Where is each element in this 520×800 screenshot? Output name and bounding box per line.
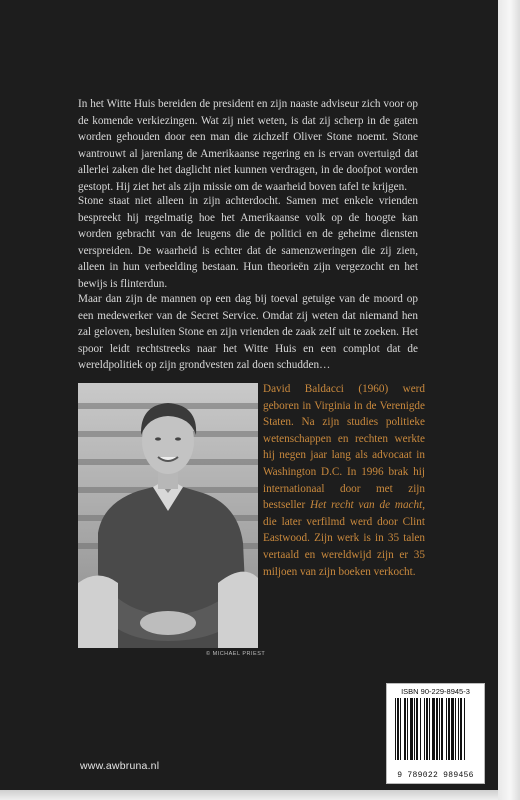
author-bio-text-1: David Baldacci (1960) werd geboren in Virginia in de Verenigde Staten. Na zijn studies politieke wetenschappen en rechten werkte hij negen jaar lang als advocaat in Washington D.C. In 1996 brak hij internationaal door met zijn bestseller (263, 383, 425, 512)
barcode-bar (420, 698, 421, 760)
barcode-bar (455, 698, 456, 760)
author-photo (78, 383, 258, 648)
barcode-bar (448, 698, 450, 760)
isbn-label: ISBN 90-229-8945-3 (401, 687, 470, 696)
barcode-bar (458, 698, 459, 760)
blurb-paragraph-1: In het Witte Huis bereiden de president en zijn naaste adviseur zich voor op de komende verkiezingen. Wat zij niet weten, is dat zij scherp in de gaten worden gehouden door een man die zichzelf Oliver Stone noemt. Stone wantrouwt al jarenlang de Amerikaanse regering en is ervan overtuigd dat allerlei zaken die het daglicht niet kunnen verdragen, in de doofpot worden gestopt. Hij ziet het als zijn missie om de waarheid boven tafel te krijgen. (78, 98, 418, 193)
barcode-bar (410, 698, 413, 760)
barcode-bar (464, 698, 465, 760)
author-bio (263, 381, 425, 580)
ean-digits: 9 789022 989456 (397, 771, 474, 780)
barcode-bar (424, 698, 425, 760)
publisher-url: www.awbruna.nl (80, 760, 160, 772)
barcode-bar (397, 698, 399, 760)
author-bio-book-title: Het recht van de macht (310, 499, 423, 512)
barcode-bar (416, 698, 418, 760)
author-bio-text-2: , die later verfilmd werd door Clint Eastwood. Zijn werk is in 35 talen vertaald en wereldwijd zijn er 35 miljoen van zijn boeken verkocht. (263, 499, 426, 578)
barcode-bar (404, 698, 406, 760)
barcode-icon (395, 698, 476, 760)
barcode-bar (426, 698, 428, 760)
barcode-bar (451, 698, 454, 760)
barcode-panel (386, 683, 485, 784)
barcode-bar (429, 698, 430, 760)
barcode-bar (395, 698, 396, 760)
barcode-bar (432, 698, 435, 760)
page-block-edge (496, 0, 520, 800)
barcode-bar (400, 698, 401, 760)
barcode-bar (446, 698, 447, 760)
photo-credit: © MICHAEL PRIEST (206, 651, 266, 657)
barcode-bar (436, 698, 438, 760)
barcode-bar (414, 698, 415, 760)
blurb-paragraph-3: Maar dan zijn de mannen op een dag bij toeval getuige van de moord op een medewerker van de Secret Service. Omdat zij weten dat niemand hen zal geloven, besluiten Stone en zijn vrienden de zaak zelf uit te zoeken. Het spoor leidt rechtstreeks naar het Witte Huis en een complot dat de wereldpolitiek op zijn grondvesten zal doen schudden… (78, 293, 418, 371)
blurb-paragraph-2: Stone staat niet alleen in zijn achterdocht. Samen met enkele vrienden bespreekt hij regelmatig hoe het Amerikaanse volk op de hoogte kan worden gebracht van de leugens die de politici en de geheime diensten verspreiden. De waarheid is echter dat de samenzweringen die zij zien, alleen in hun verbeelding bestaan. Hun theorieën zijn vergezocht en het bewijs is flinterdun. (78, 195, 418, 290)
barcode-bar (460, 698, 462, 760)
barcode-bar (441, 698, 443, 760)
barcode-bar (439, 698, 440, 760)
barcode-bar (407, 698, 408, 760)
